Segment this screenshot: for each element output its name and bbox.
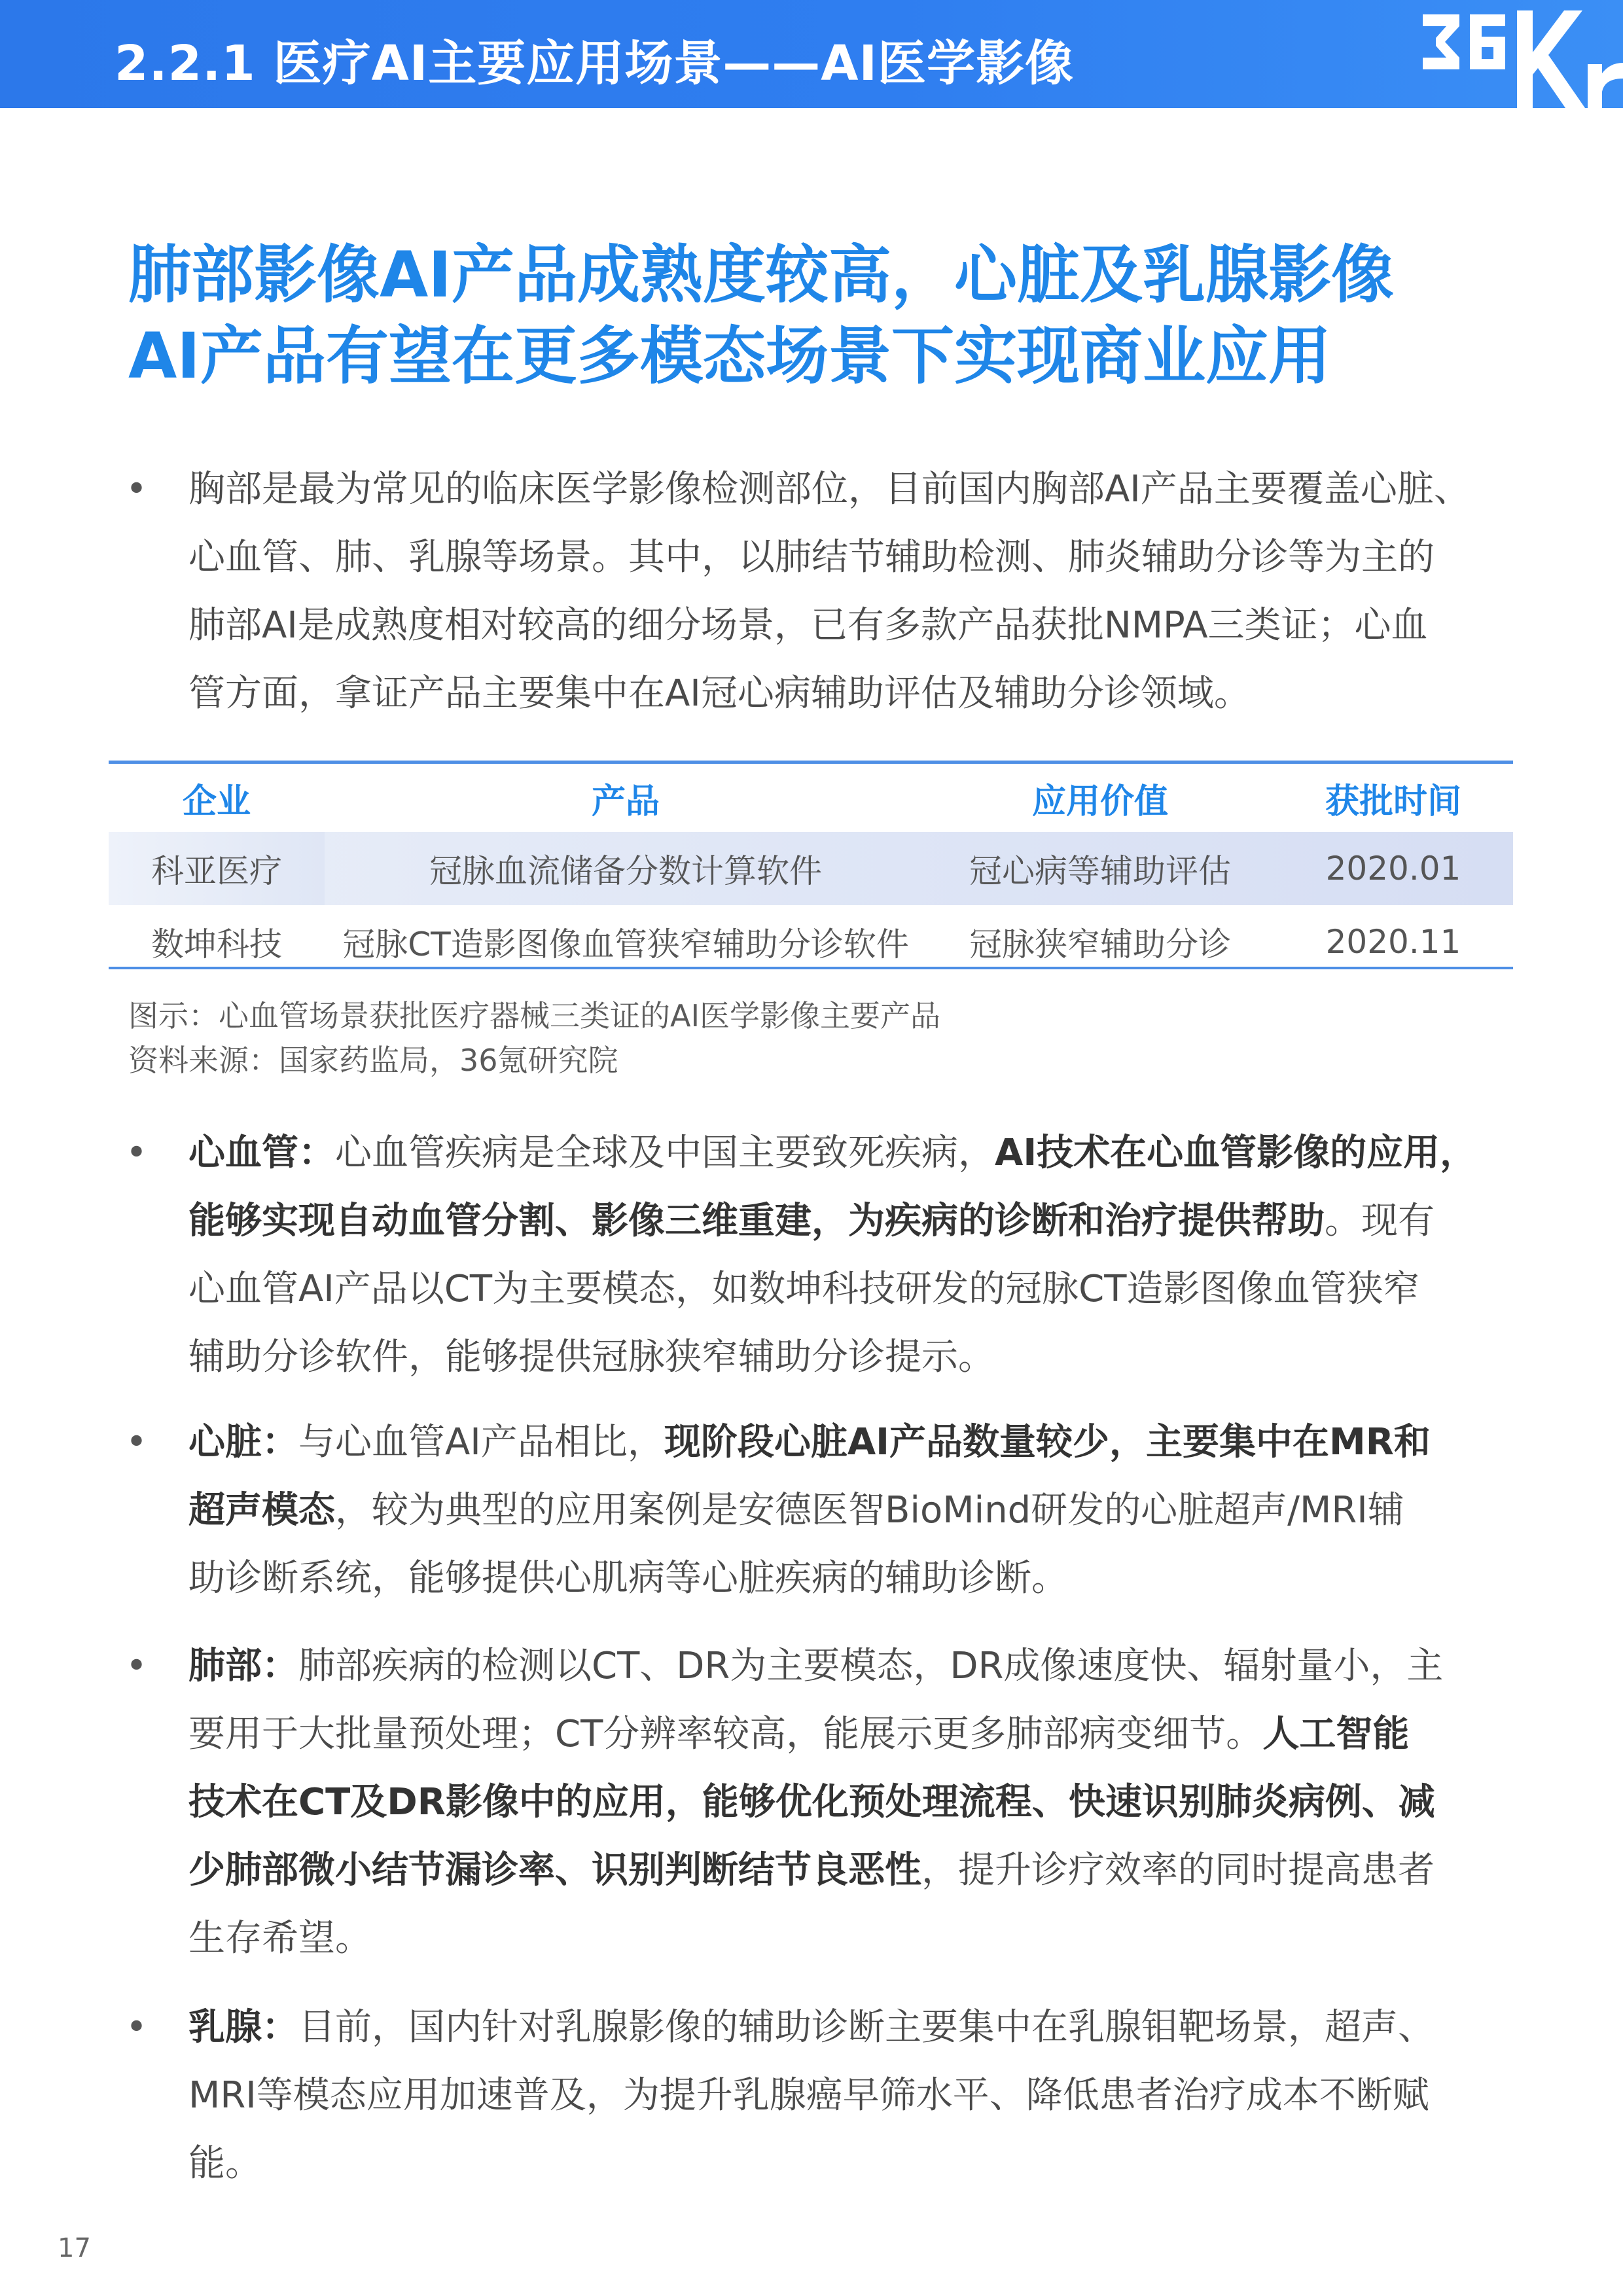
cardio-text-3: 心血管AI产品以CT为主要模态，如数坤科技研发的冠脉CT造影图像血管狭窄 [188, 1268, 1420, 1310]
cell-value: 冠脉狭窄辅助分诊 [969, 925, 1231, 963]
heart-label: 心脏： [188, 1421, 298, 1463]
bullet-dot: • [126, 2006, 148, 2049]
cardio-emph-2: 能够实现自动血管分割、影像三维重建，为疾病的诊断和治疗提供帮助 [188, 1200, 1325, 1242]
breast-text [188, 1994, 1512, 2198]
cardio-label: 心血管： [188, 1132, 335, 1174]
lung-text-4: ，提升诊疗效率的同时提高患者 [921, 1849, 1435, 1892]
cardio-text-2: 。现有 [1325, 1200, 1435, 1242]
breast-text-1: 目前，国内针对乳腺影像的辅助诊断主要集中在乳腺钼靶场景，超声、 [298, 2006, 1435, 2049]
heart-text-2: ，较为典型的应用案例是安德医智BioMind研发的心脏超声/MRI辅 [335, 1489, 1404, 1532]
36kr-logo [1414, 0, 1623, 108]
header-product: 产品 [591, 781, 660, 821]
table-bottom-rule [109, 967, 1513, 969]
cell-product: 冠脉CT造影图像血管狭窄辅助分诊软件 [342, 925, 909, 963]
cell-value: 冠心病等辅助评估 [969, 852, 1231, 890]
intro-text [188, 456, 1512, 728]
breast-label: 乳腺： [188, 2006, 298, 2049]
bullet-dot: • [126, 468, 148, 511]
intro-line-1: 胸部是最为常见的临床医学影像检测部位，目前国内胸部AI产品主要覆盖心脏、 [188, 468, 1471, 511]
cardio-text-1: 心血管疾病是全球及中国主要致死疾病， [335, 1132, 995, 1174]
intro-line-3: 肺部AI是成熟度相对较高的细分场景，已有多款产品获批NMPA三类证；心血 [188, 604, 1428, 647]
bullet-dot: • [126, 1132, 148, 1174]
heart-emph-1: 现阶段心脏AI产品数量较少，主要集中在MR和 [664, 1421, 1431, 1463]
headline-line-2: AI产品有望在更多模态场景下实现商业应用 [128, 319, 1332, 393]
heart-text-1: 与心血管AI产品相比， [298, 1421, 664, 1463]
cardio-text [188, 1119, 1512, 1391]
cell-company: 数坤科技 [151, 925, 282, 963]
headline-line-1: 肺部影像AI产品成熟度较高，心脏及乳腺影像 [128, 238, 1395, 312]
data-source: 资料来源：国家药监局，36氪研究院 [128, 1043, 618, 1078]
cell-date: 2020.01 [1325, 850, 1461, 888]
section-title: 2.2.1 医疗AI主要应用场景——AI医学影像 [115, 35, 1075, 92]
bullet-dot: • [126, 1421, 148, 1463]
cardio-emph-1: AI技术在心血管影像的应用， [995, 1132, 1477, 1174]
table-caption [128, 994, 940, 1083]
intro-line-4: 管方面，拿证产品主要集中在AI冠心病辅助评估及辅助分诊领域。 [188, 672, 1251, 715]
lung-emph-2: 技术在CT及DR影像中的应用，能够优化预处理流程、快速识别肺炎病例、减 [188, 1781, 1435, 1823]
breast-text-2: MRI等模态应用加速普及，为提升乳腺癌早筛水平、降低患者治疗成本不断赋 [188, 2074, 1429, 2117]
lung-emph-3: 少肺部微小结节漏诊率、识别判断结节良恶性 [188, 1849, 921, 1892]
header-company: 企业 [182, 781, 251, 821]
lung-text [188, 1632, 1512, 1973]
lung-emph-1: 人工智能 [1262, 1713, 1410, 1755]
header-value: 应用价值 [1031, 781, 1168, 821]
lung-text-5: 生存希望。 [188, 1917, 372, 1960]
lung-text-2: 要用于大批量预处理；CT分辨率较高，能展示更多肺部病变细节。 [188, 1713, 1263, 1755]
cell-product: 冠脉血流储备分数计算软件 [429, 852, 822, 890]
cell-company: 科亚医疗 [151, 852, 282, 890]
page-headline [128, 234, 1516, 397]
header-approval-date: 获批时间 [1325, 781, 1461, 821]
table-header-row [109, 764, 1513, 832]
breast-text-3: 能。 [188, 2142, 262, 2185]
lung-label: 肺部： [188, 1645, 298, 1687]
heart-text-3: 助诊断系统，能够提供心肌病等心脏疾病的辅助诊断。 [188, 1557, 1068, 1600]
cardio-text-4: 辅助分诊软件，能够提供冠脉狭窄辅助分诊提示。 [188, 1336, 995, 1378]
heart-emph-2: 超声模态 [188, 1489, 335, 1532]
table-row [109, 832, 1513, 905]
page-number: 17 [58, 2233, 91, 2263]
lung-text-1: 肺部疾病的检测以CT、DR为主要模态，DR成像速度快、辐射量小，主 [298, 1645, 1444, 1687]
header-band [0, 0, 1623, 108]
cell-date: 2020.11 [1325, 923, 1461, 961]
intro-line-2: 心血管、肺、乳腺等场景。其中，以肺结节辅助检测、肺炎辅助分诊等为主的 [188, 536, 1435, 579]
bullet-dot: • [126, 1645, 148, 1687]
figure-caption: 图示：心血管场景获批医疗器械三类证的AI医学影像主要产品 [128, 998, 941, 1033]
heart-text [188, 1408, 1512, 1613]
